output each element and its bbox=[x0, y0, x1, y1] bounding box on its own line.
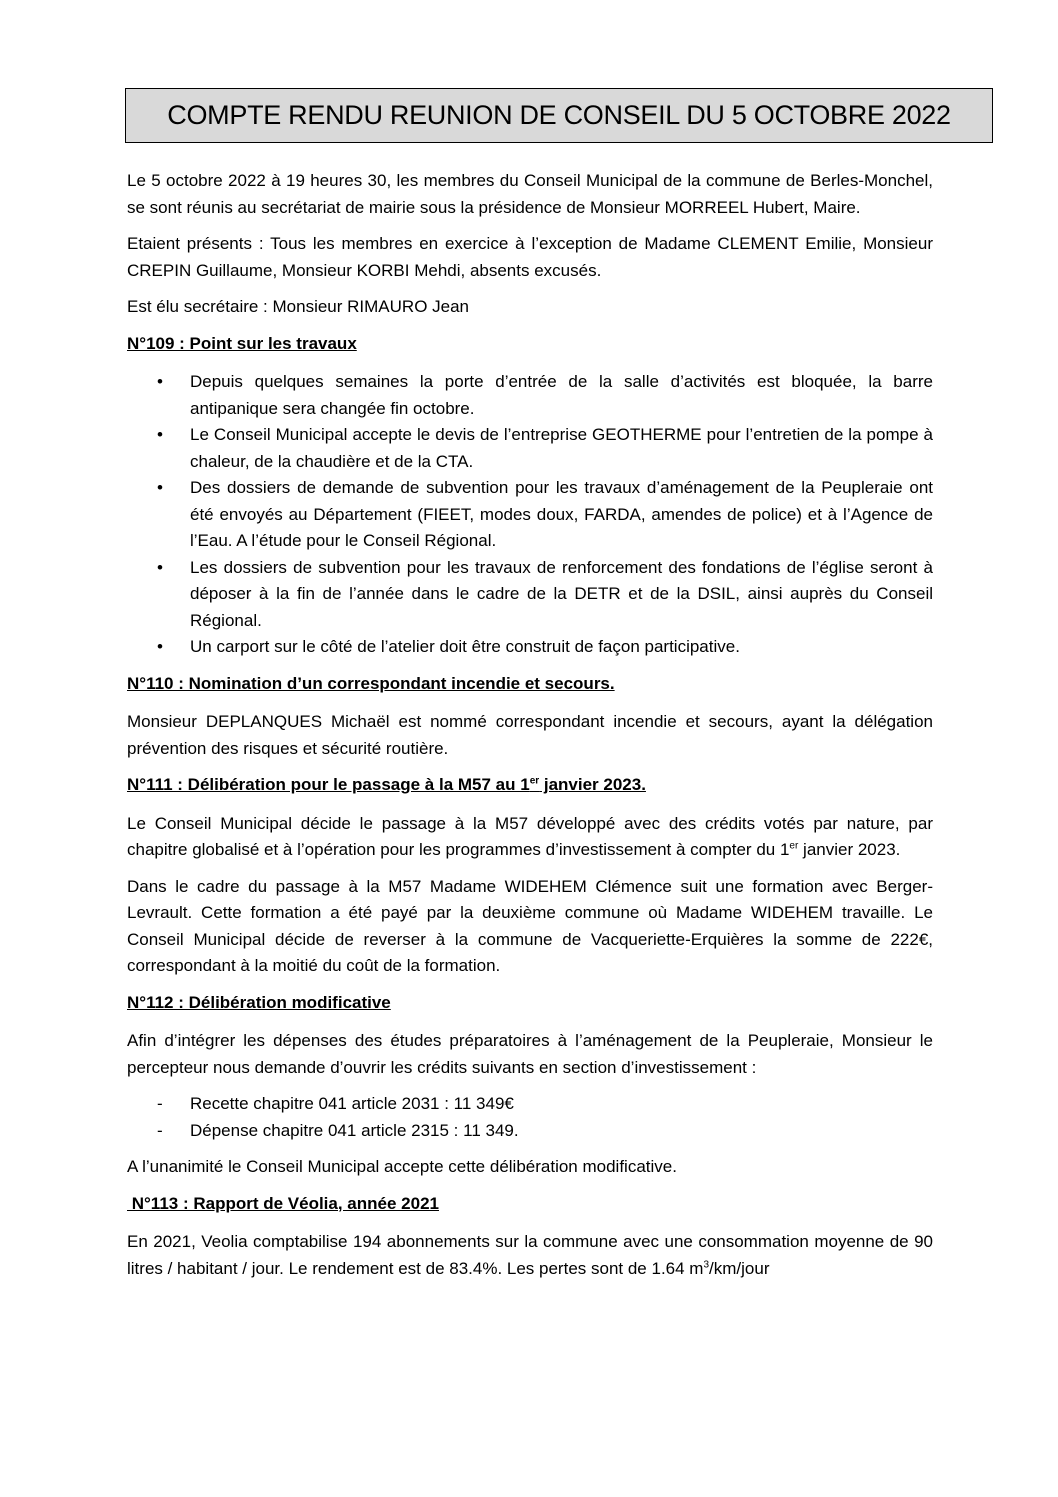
list-item-text: Le Conseil Municipal accepte le devis de l’entreprise GEOTHERME pour l’entretien de la pompe à chaleur, de la chaudière et de la CTA. bbox=[190, 425, 933, 471]
section-113-paragraph bbox=[127, 1229, 933, 1282]
list-item-text: Un carport sur le côté de l’atelier doit être construit de façon participative. bbox=[190, 637, 740, 656]
section-111-title bbox=[127, 772, 933, 799]
section-111-paragraph-1 bbox=[127, 811, 933, 864]
document-body bbox=[127, 168, 933, 1292]
paragraph-part: Le Conseil Municipal décide le passage à la M57 développé avec des crédits votés par nature, par chapitre globalisé et à l’opération pour les programmes d’investissement à compter du 1 bbox=[127, 813, 933, 859]
section-111-title-part: N°111 : Délibération pour le passage à la M57 au 1 bbox=[127, 775, 530, 794]
list-item bbox=[127, 1091, 933, 1118]
list-item bbox=[127, 475, 933, 555]
superscript: er bbox=[789, 840, 799, 852]
superscript: er bbox=[529, 775, 540, 787]
list-item bbox=[127, 369, 933, 422]
section-112-title: N°112 : Délibération modificative bbox=[127, 992, 391, 1012]
list-item bbox=[127, 555, 933, 635]
intro-paragraph-2: Etaient présents : Tous les membres en exercice à l’exception de Madame CLEMENT Emilie, Monsieur CREPIN Guillaume, Monsieur KORBI Mehdi, absents excusés. bbox=[127, 234, 933, 280]
list-item bbox=[127, 634, 933, 661]
list-item-text: Les dossiers de subvention pour les travaux de renforcement des fondations de l’église seront à déposer à la fin de l’année dans le cadre de la DETR et de la DSIL, ainsi auprès du Conseil Régional. bbox=[190, 557, 933, 630]
list-item-text: Dépense chapitre 041 article 2315 : 11 349. bbox=[190, 1120, 519, 1140]
list-item-text: Depuis quelques semaines la porte d’entrée de la salle d’activités est bloquée, la barre antipanique sera changée fin octobre. bbox=[190, 372, 933, 418]
bullet-icon: • bbox=[157, 557, 163, 577]
section-110-paragraph: Monsieur DEPLANQUES Michaël est nommé correspondant incendie et secours, ayant la délégation prévention des risques et sécurité routière. bbox=[127, 712, 933, 758]
bullet-icon: • bbox=[157, 425, 163, 444]
section-110-title: N°110 : Nomination d’un correspondant incendie et secours. bbox=[127, 673, 615, 693]
section-109-list bbox=[127, 369, 933, 661]
section-112-list bbox=[127, 1091, 933, 1144]
paragraph-part: /km/jour bbox=[709, 1258, 770, 1278]
paragraph-part: En 2021, Veolia comptabilise 194 abonnements sur la commune avec une consommation moyenne de 90 litres / habitant / jour. Le rendement est de 83.4%. Les pertes sont de 1.64 m bbox=[127, 1232, 933, 1278]
intro-paragraph-3: Est élu secrétaire : Monsieur RIMAURO Jean bbox=[127, 297, 470, 316]
list-item-text: Recette chapitre 041 article 2031 : 11 349€ bbox=[190, 1094, 514, 1113]
page-title: COMPTE RENDU REUNION DE CONSEIL DU 5 OCTOBRE 2022 bbox=[167, 100, 951, 130]
dash-icon: - bbox=[157, 1120, 163, 1140]
section-113-title: N°113 : Rapport de Véolia, année 2021 bbox=[127, 1193, 439, 1213]
section-111-title-part: janvier 2023. bbox=[539, 775, 646, 794]
list-item bbox=[127, 1118, 933, 1145]
list-item bbox=[127, 422, 933, 475]
dash-icon: - bbox=[157, 1094, 163, 1113]
bullet-icon: • bbox=[157, 478, 163, 497]
title-banner bbox=[125, 88, 993, 143]
section-109-title: N°109 : Point sur les travaux bbox=[127, 333, 357, 353]
section-112-paragraph-1: Afin d’intégrer les dépenses des études préparatoires à l’aménagement de la Peupleraie, Monsieur le percepteur nous demande d’ouvrir les crédits suivants en section d’investissement : bbox=[127, 1031, 933, 1077]
list-item-text: Des dossiers de demande de subvention pour les travaux d’aménagement de la Peupleraie ont été envoyés au Département (FIEET, modes doux, FARDA, amendes de police) et à l’Agence de l’Eau. A l’étude pour le Conseil Régional. bbox=[190, 478, 933, 550]
bullet-icon: • bbox=[157, 372, 163, 391]
paragraph-part: janvier 2023. bbox=[798, 840, 901, 859]
superscript: 3 bbox=[703, 1258, 710, 1270]
section-111-paragraph-2: Dans le cadre du passage à la M57 Madame WIDEHEM Clémence suit une formation avec Berger-Levrault. Cette formation a été payé par la deuxième commune où Madame WIDEHEM travaille. Le Conseil Municipal décide de reverser à la commune de Vacqueriette-Erquières la somme de 222€, correspondant à la moitié du coût de la formation. bbox=[127, 876, 933, 975]
section-112-paragraph-2: A l’unanimité le Conseil Municipal accepte cette délibération modificative. bbox=[127, 1157, 677, 1176]
bullet-icon: • bbox=[157, 637, 163, 656]
intro-paragraph-1: Le 5 octobre 2022 à 19 heures 30, les membres du Conseil Municipal de la commune de Berles-Monchel, se sont réunis au secrétariat de mairie sous la présidence de Monsieur MORREEL Hubert, Maire. bbox=[127, 171, 933, 217]
